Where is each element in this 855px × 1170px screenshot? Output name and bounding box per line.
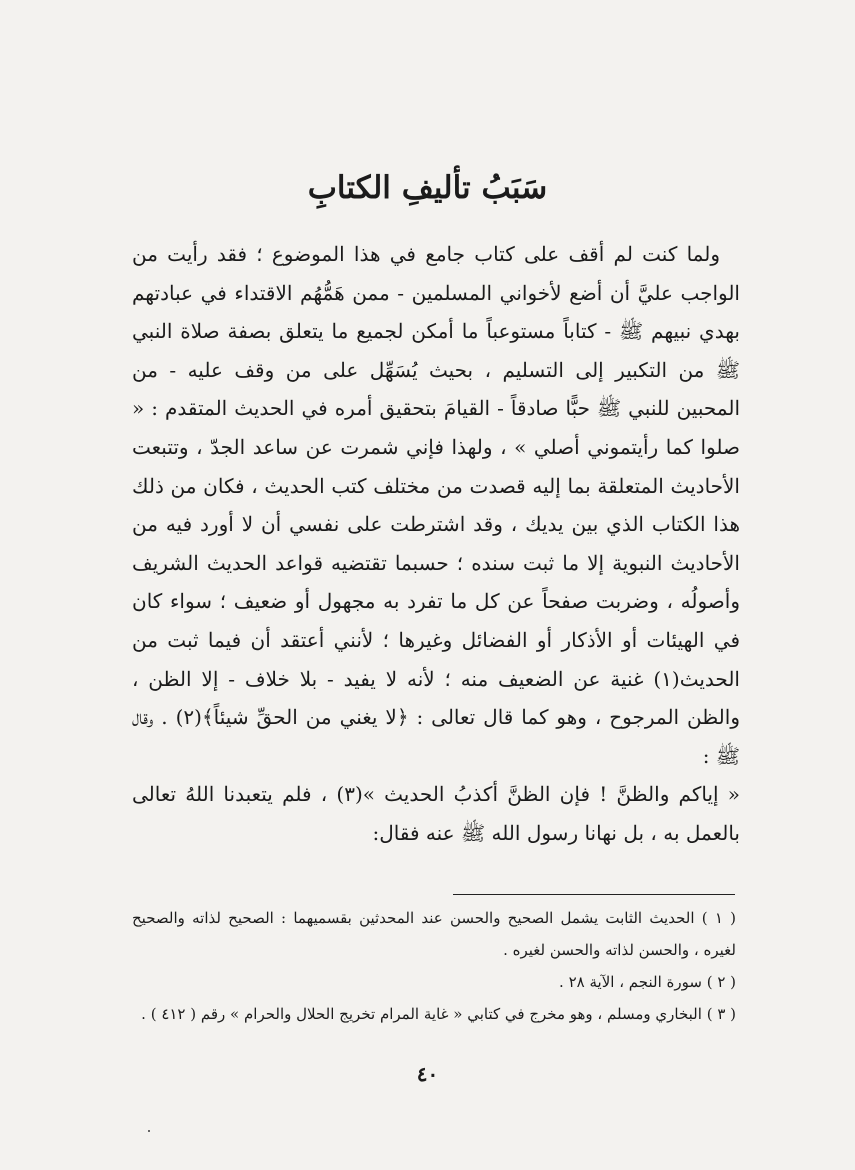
- main-text: [132, 235, 740, 853]
- page-number: ٤٠: [416, 1062, 439, 1086]
- footnote-divider: [453, 894, 735, 895]
- footnote: ( ١ ) الحديث الثابت يشمل الصحيح والحسن عند المحدثين بقسميهما : الصحيح لذاته والصحيح لغيره ، والحسن لذاته والحسن لغيره .: [132, 909, 737, 959]
- footnote: ( ٢ ) سورة النجم ، الآية ٢٨ .: [559, 973, 736, 991]
- paragraph: « إياكم والظنَّ ! فإن الظنَّ أكذبُ الحديث »(٣) ، فلم يتعبدنا اللهُ تعالى بالعمل به ، بل نهانا رسول الله ﷺ عنه فقال:: [132, 782, 741, 845]
- scan-speck: [148, 1130, 150, 1132]
- footnotes: [132, 902, 736, 1030]
- chapter-title: سَبَبُ تأليفِ الكتابِ: [307, 170, 548, 206]
- footnote: ( ٣ ) البخاري ومسلم ، وهو مخرج في كتابي « غاية المرام تخريج الحلال والحرام » رقم ( ٤١٢ ) .: [141, 1005, 736, 1023]
- paragraph: ولما كنت لم أقف على كتاب جامع في هذا الموضوع ؛ فقد رأيت من الواجب عليَّ أن أضع لأخواني المسلمين - ممن هَمُّهُم الاقتداء في عبادتهم بهدي نبيهم ﷺ - كتاباً مستوعباً ما أمكن لجميع ما يتعلق بصفة صلاة النبي ﷺ من التكبير إلى التسليم ، بحيث يُسَهِّل على من وقف عليه - من المحبين للنبي ﷺ حبًّا صادقاً - القيامَ بتحقيق أمره في الحديث المتقدم : « صلوا كما رأيتموني أصلي » ، ولهذا فإني شمرت عن ساعد الجدّ ، وتتبعت الأحاديث المتعلقة بما إليه قصدت من مختلف كتب الحديث ، فكان من ذلك هذا الكتاب الذي بين يديك ، وقد اشترطت على نفسي أن لا أورد فيه من الأحاديث النبوية إلا ما ثبت سنده ؛ حسبما تقتضيه قواعد الحديث الشريف وأصولُه ، وضربت صفحاً عن كل ما تفرد به مجهول أو ضعيف ؛ سواء كان في الهيئات أو الأذكار أو الفضائل وغيرها ؛ لأنني أعتقد أن فيما ثبت من الحديث(١) غنية عن الضعيف منه ؛ لأنه لا يفيد - بلا خلاف - إلا الظن ، والظن المرجوح ، وهو كما قال تعالى : ﴿لا يغني من الحقِّ شيئاً﴾(٢) . وقال ﷺ :: [132, 242, 740, 768]
